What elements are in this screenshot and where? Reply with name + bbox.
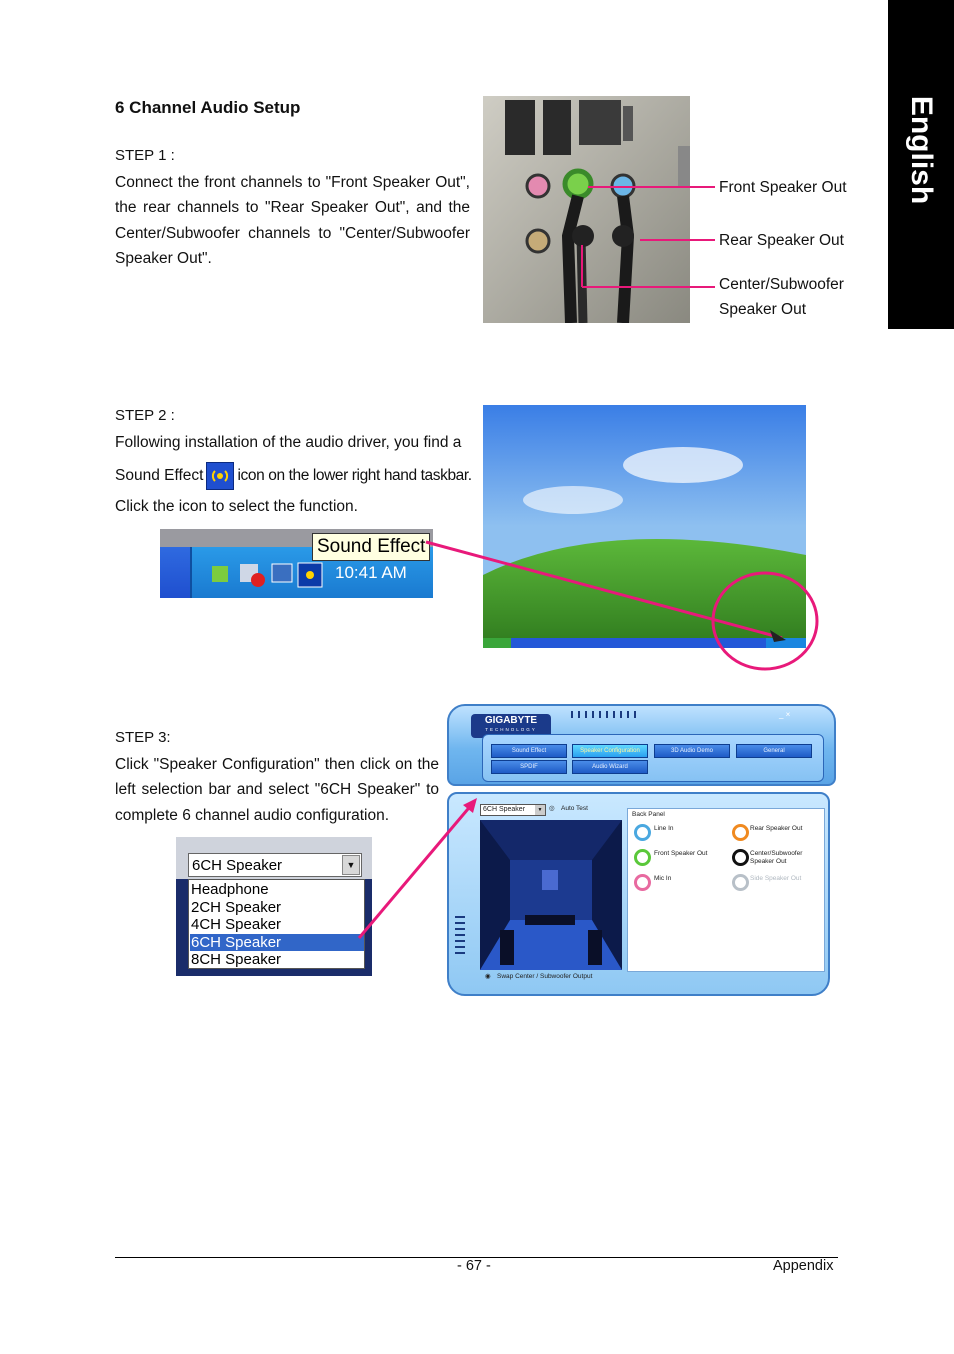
option-6ch[interactable]: 6CH Speaker (190, 934, 364, 952)
callout-rear: Rear Speaker Out (719, 232, 844, 249)
tab-general[interactable]: General (736, 744, 812, 758)
speaker-options-list (188, 879, 365, 969)
step1-label: STEP 1 : (115, 147, 175, 164)
option-2ch[interactable]: 2CH Speaker (191, 898, 282, 916)
grip-decoration (571, 711, 641, 718)
line-in-jack-icon[interactable] (634, 824, 651, 841)
language-tab (888, 0, 954, 329)
swap-icon[interactable]: ◉ (485, 973, 491, 980)
brand-name: GIGABYTE (484, 715, 538, 726)
step2-label: STEP 2 : (115, 407, 175, 424)
chevron-down-icon[interactable]: ▼ (535, 805, 545, 815)
speaker-select[interactable] (188, 853, 362, 877)
tray-icons (208, 560, 328, 590)
jack-line-in: Line In (654, 825, 674, 832)
jack-front-out: Front Speaker Out (654, 850, 708, 857)
jack-rear-out: Rear Speaker Out (750, 825, 803, 832)
speaker-preview (480, 820, 622, 970)
step2-line2-before: Sound Effect (115, 467, 204, 484)
app-window-bottom (447, 792, 830, 996)
jack-side-out: Side Speaker Out (750, 875, 802, 882)
window-controls[interactable]: _ × (779, 710, 791, 719)
jack-center-sub: Center/Subwoofer Speaker Out (750, 850, 803, 865)
swap-label: Swap Center / Subwoofer Output (497, 973, 593, 980)
step1-text: Connect the front channels to "Front Speaker Out", the rear channels to "Rear Speaker Out", and the Center/Subwoofer channels to "Center/Subwoofer Speaker Out". (115, 174, 470, 267)
option-8ch[interactable]: 8CH Speaker (191, 951, 282, 968)
tab-sound-effect[interactable]: Sound Effect (491, 744, 567, 758)
tab-audio-wizard[interactable]: Audio Wizard (572, 760, 648, 774)
app-select-value: 6CH Speaker (483, 806, 526, 813)
dropdown-crop (176, 837, 372, 976)
app-speaker-select[interactable] (480, 804, 546, 816)
brand-sub: TECHNOLOGY (485, 727, 537, 732)
back-panel (627, 808, 825, 972)
step3-arrow (355, 795, 485, 945)
option-4ch[interactable]: 4CH Speaker (191, 916, 282, 933)
center-sub-jack-icon[interactable] (732, 849, 749, 866)
front-out-jack-icon[interactable] (634, 849, 651, 866)
callout-center-1: Center/Subwoofer (719, 276, 844, 293)
jack-mic-in: Mic In (654, 875, 672, 882)
auto-test-icon[interactable]: ◎ (549, 805, 555, 812)
step3-label: STEP 3: (115, 729, 171, 746)
mic-in-jack-icon[interactable] (634, 874, 651, 891)
taskbar-crop (160, 529, 433, 598)
step2-line2 (115, 462, 472, 490)
chevron-down-icon[interactable]: ▼ (342, 855, 360, 875)
step2-annotation (420, 530, 830, 675)
language-tab-label: English (905, 95, 938, 205)
tab-3d-audio-demo[interactable]: 3D Audio Demo (654, 744, 730, 758)
tab-spdif[interactable]: SPDIF (491, 760, 567, 774)
option-headphone[interactable]: Headphone (191, 881, 269, 898)
callout-front: Front Speaker Out (719, 179, 847, 196)
page-number: - 67 - (457, 1258, 491, 1274)
section-title: 6 Channel Audio Setup (115, 98, 301, 117)
back-panel-title: Back Panel (632, 811, 665, 818)
auto-test-label: Auto Test (561, 805, 588, 812)
rear-out-jack-icon[interactable] (732, 824, 749, 841)
taskbar-clock: 10:41 AM (335, 563, 407, 582)
speaker-select-value: 6CH Speaker (192, 857, 283, 874)
sound-effect-icon (206, 462, 234, 490)
tab-speaker-configuration[interactable]: Speaker Configuration (572, 744, 648, 758)
taskbar-tooltip: Sound Effect (312, 533, 430, 561)
callout-lines (570, 170, 720, 295)
footer-section: Appendix (773, 1258, 834, 1274)
callout-center-2: Speaker Out (719, 301, 807, 318)
step2-line3: Click the icon to select the function. (115, 498, 358, 515)
step3-text: Click "Speaker Configuration" then click on the left selection bar and select "6CH Speaker" to complete 6 channel audio configuration. (115, 756, 439, 824)
step2-line1: Following installation of the audio driver, you find a (115, 434, 462, 451)
side-out-jack-icon[interactable] (732, 874, 749, 891)
app-window-top (447, 704, 836, 786)
step2-line2-after: icon on the lower right hand taskbar. (237, 467, 472, 484)
